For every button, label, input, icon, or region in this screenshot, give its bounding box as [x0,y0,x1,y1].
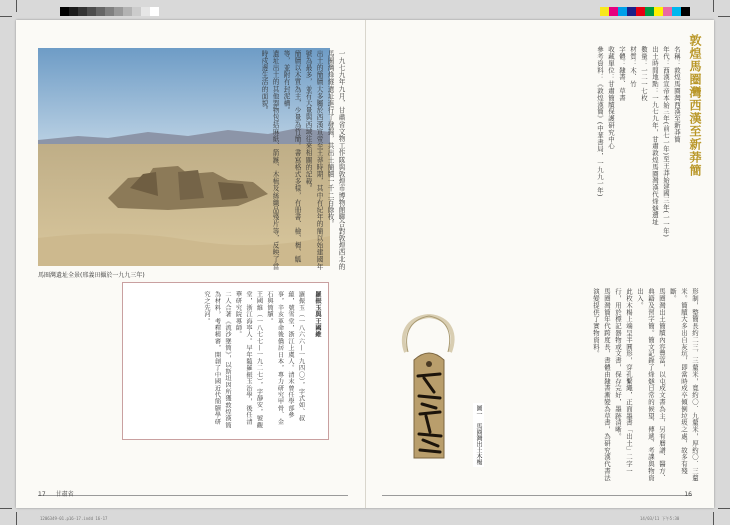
color-swatch [618,7,627,16]
paragraph: 二人合著《流沙墜簡》，以斯坦因所獲敦煌漢簡為材料，考釋精審，開創了中國近代簡牘學研究之先河。 [203,291,231,429]
color-swatch [600,7,609,16]
paragraph: 形制，整簡長約二三．三釐米，寬約〇．九釐米，厚約〇．三釐米。簡牘大多出自灰坑，即當時戍卒傾倒垃圾之處，故多有殘斷。 [669,288,699,482]
paragraph: 此枚木楬上端呈半圓形，穿孔繫繩，正面墨書「出土」二字一行，用於標記器物或文書，保存完好，墨跡清晰。 [614,288,633,475]
color-swatch [60,7,69,16]
crop-mark [16,512,17,525]
article-title: 敦煌馬圈灣西漢至新莽簡 [688,34,702,177]
color-swatch [69,7,78,16]
color-swatch [672,7,681,16]
page-number: 17 [38,491,46,498]
paragraph: 王國維（一八七七—一九二七），字靜安，號觀堂，浙江海寧人。早年隨羅振玉治學，後任清華研究院導師。 [234,291,263,429]
info-line: 出土時間地點：一九七九年，甘肅敦煌馬圈灣漢代烽燧遺址 [651,46,659,226]
registration-gray-bar [60,7,159,16]
info-line: 材質：木、竹 [629,46,637,88]
color-swatch [627,7,636,16]
color-swatch [105,7,114,16]
sidebar-box-title: 羅振玉與王國維 [314,291,321,338]
color-swatch [141,7,150,16]
footer-rule [382,495,692,496]
printer-slug: 14/03/11 下午5:30 [640,516,680,521]
paragraph: 馬圈灣出土簡牘內容豐富，以屯戍文書為主，另有曆譜、醫方、典籍及習字簡。簡文記錄了烽燧日常的候望、傳遞、考課與物資出入。 [636,288,666,482]
color-swatch [78,7,87,16]
photo-caption: 馬圈灣遺址全景(邢義田攝於一九九三年) [38,272,145,279]
color-swatch [654,7,663,16]
paragraph: 羅振玉（一八六六—一九四〇），字式如、叔蘊，號雪堂，浙江上虞人。清末曾任學部參事，辛亥革命後僑居日本，專力研究甲骨、金石與簡牘。 [266,291,305,425]
crop-mark [718,508,730,509]
color-swatch [114,7,123,16]
sidebar-box-text [132,291,322,431]
crop-mark [0,16,12,17]
info-line: 收藏單位：甘肅簡牘保護研究中心 [607,46,615,150]
page-number: 16 [684,491,692,498]
info-line: 年代：西漢宣帝本始三年(前七一年)至王莽始建國三年(一一年) [662,46,670,238]
info-line: 數量：一二一七枚 [640,46,648,102]
figure-caption: 圖一 馬圈灣出土木楬 [475,405,482,465]
color-swatch [663,7,672,16]
left-page-footer [38,489,74,498]
registration-color-bar [600,7,690,16]
color-swatch [645,7,654,16]
color-swatch [87,7,96,16]
info-line: 字體：隸書、草書 [618,46,626,102]
crop-mark [713,512,714,525]
color-swatch [96,7,105,16]
running-head: 甘肅省 [55,491,74,498]
color-swatch [681,7,690,16]
book-spread [16,20,714,508]
info-line: 名稱：敦煌馬圈灣西漢至新莽簡 [673,46,681,143]
info-line: 參考資料：《敦煌漢簡》(中華書局，一九九一年) [596,46,604,197]
paragraph: 遺址出土的其他器物包括麻紙、箭鏃、木梳及絲織品殘片等，反映了當時戍邊生活的面貌。 [260,50,279,271]
gutter [365,20,366,508]
paragraph: 一九七九年九月，甘肅省文物工作隊與敦煌市博物館聯合對敦煌西北的馬圈灣烽燧遺址進行了發掘，共出土簡牘一千二百餘枚。 [326,50,345,271]
crop-mark [713,0,714,12]
crop-mark [718,16,730,17]
printer-slug: 1206349-01.p16-17.indd 16-17 [40,516,108,521]
color-swatch [123,7,132,16]
color-swatch [609,7,618,16]
left-body-text [128,50,346,272]
crop-mark [16,0,17,12]
footer-rule [38,495,348,496]
paragraph: 馬圈灣簡年代跨度長，書體由隸書漸變為草書，為研究漢代書法演變提供了實物資料。 [592,288,611,482]
paragraph: 簡牘以木質為主，少量為竹簡。書寫格式多樣，有冊書、檢、楬、觚等，並附有封泥槽。 [282,50,301,263]
info-block [504,46,682,274]
wooden-tag-image [394,312,464,462]
sidebar-box [122,282,329,440]
color-swatch [150,7,159,16]
right-body-text [476,288,700,488]
crop-mark [0,508,12,509]
color-swatch [132,7,141,16]
paragraph: 出土的簡牘大多屬於西漢宣帝至王莽時期，其中有紀年的簡以始建國年號為最多，並有大量與西域往來相關的記載。 [304,50,323,271]
color-swatch [636,7,645,16]
